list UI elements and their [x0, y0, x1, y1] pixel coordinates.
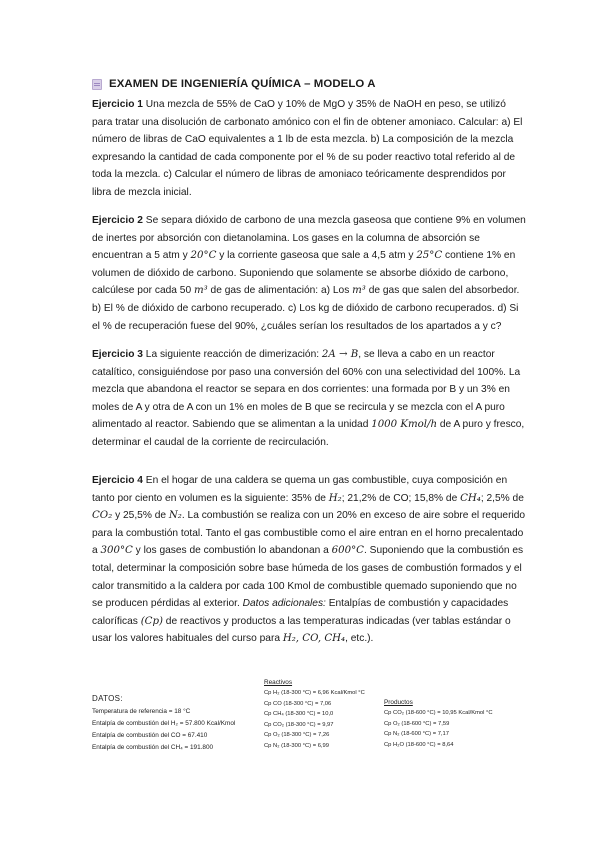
exercise-3-text: de A puro y fresco, determinar el caudal de la corriente de recirculación.: [92, 419, 525, 448]
exercise-2-text: de gas de alimentación: a) Los: [207, 285, 353, 297]
exercise-4-formula: N₂: [168, 510, 182, 522]
exercise-4-text: En el hogar de una caldera se quema un gas combustible, cuya composición en tanto por ciento en volumen es la siguiente: 35% de: [92, 475, 508, 504]
exercise-3-text: La siguiente reacción de dimerización:: [142, 349, 322, 360]
productos-line: Cp H₂O (18-600 °C) = 8,64: [384, 741, 454, 748]
exercise-4-italic-label: Datos adicionales:: [242, 598, 326, 610]
exercise-2: [92, 212, 528, 335]
exercise-4-text: y los gases de combustión lo abandonan a: [132, 545, 332, 557]
exercise-2-text: y la corriente gaseosa que sale a 4,5 atm y: [216, 250, 417, 262]
exercise-1: [92, 96, 528, 202]
exercise-2-label: Ejercicio 2: [92, 215, 143, 226]
reactivos-line: Cp CO₂ (18-300 °C) = 9,97: [264, 721, 334, 728]
reactivos-line: Cp CO (18-300 °C) = 7,06: [264, 700, 332, 707]
productos-line: Cp N₂ (18-600 °C) = 7,17: [384, 731, 449, 738]
exercise-4-text: . La combustión se realiza con un 20% en exceso de aire sobre el requerido para la combustión total. Tanto el gas combustible como el aire entran en el horno precalentado a: [92, 510, 526, 557]
datos-line: Temperatura de referencia = 18 °C: [92, 708, 191, 715]
exercise-2-temp-out: 25°C: [416, 250, 443, 262]
exercise-4: [92, 472, 528, 648]
exercise-4-text: , etc.).: [345, 633, 374, 645]
exercise-2-unit: m³: [352, 285, 366, 297]
productos-title: Productos: [384, 699, 413, 706]
datos-line: Entalpía de combustión del H₂ = 57.800 Kcal/Kmol: [92, 720, 236, 727]
exercise-4-text: de reactivos y productos a las temperaturas indicadas (ver tablas estándar o usar los valores habituales del curso para: [92, 615, 511, 645]
exercise-4-temp: 600°C: [331, 545, 364, 557]
exercise-4-text: ; 2,5% de: [480, 492, 524, 504]
exercise-4-formula: (Cp): [140, 615, 163, 627]
exercise-4-formula: CH₄: [460, 492, 481, 504]
productos-line: Cp O₂ (18-600 °C) = 7,59: [384, 720, 450, 727]
reactivos-line: Cp O₂ (18-300 °C) = 7,26: [264, 732, 330, 739]
exercise-3: [92, 346, 528, 452]
datos-list: [92, 706, 235, 754]
exam-title-text: EXAMEN DE INGENIERÍA QUÍMICA – MODELO A: [109, 78, 376, 90]
productos-line: Cp CO₂ (18-600 °C) = 10,95 Kcal/Kmol °C: [384, 710, 493, 716]
exercise-4-formula: CO₂: [92, 510, 113, 522]
exercise-3-reaction: 2A → B: [321, 349, 359, 360]
exercise-2-text: Se separa dióxido de carbono de una mezcla gaseosa que contiene 9% en volumen de inertes por absorción con dietanolamina. Los gases en la columna de absorción se encuentran a 5 atm y: [92, 215, 526, 262]
exercise-3-label: Ejercicio 3: [92, 349, 143, 360]
datos-line: Entalpía de combustión del CO = 67.410: [92, 732, 208, 739]
productos-list: [384, 697, 493, 750]
document-icon: [92, 79, 102, 90]
reactivos-line: Cp CH₄ (18-300 °C) = 10,0: [264, 711, 334, 718]
exercise-4-text: Entalpías de combustión y capacidades caloríficas: [92, 598, 509, 627]
exercise-2-text: contiene 1% en volumen de dióxido de carbono. Suponiendo que solamente se absorbe dióxido de carbono, calcúlese por cada 50: [92, 250, 516, 297]
exercise-3-text: , se lleva a cabo en un reactor catalítico, consiguiéndose por paso una conversión del 60% con una selectividad del 100%. La mezcla que abandona el reactor se separa en dos corrientes: una formada por B y un 3% en moles de A y otra de A con un 1% en moles de B que se recircula y se mezcla con el A puro alimentado al reactor. Sabiendo que se alimentan a la unidad: [92, 349, 521, 431]
exam-title: [92, 78, 376, 90]
datos-line: Entalpía de combustión del CH₄ = 191.800: [92, 744, 214, 751]
exercise-4-formula: H₂: [328, 492, 342, 504]
exercise-4-text: . Suponiendo que la combustión es total, determinar la composición sobre base húmeda de los gases de combustión formados y el calor transmitido a la caldera por cada 100 Kmol de combustible quemado suponiendo que no se producen pérdidas al exterior.: [92, 545, 524, 610]
reactivos-list: [264, 677, 365, 752]
exercise-4-temp: 300°C: [100, 545, 133, 557]
reactivos-line: Cp H₂ (18-300 °C) = 6,96 Kcal/Kmol °C: [264, 690, 365, 696]
exercise-4-text: ; 21,2% de CO; 15,8% de: [341, 492, 461, 504]
exercise-2-text: de gas que salen del absorbedor. b) El % de dióxido de carbono recuperado. c) Los kg de dióxido de carbono recuperados. d) Si el % de recuperación fuese del 90%, ¿cuáles serían los resultados de los apartados a y c?: [92, 285, 520, 332]
exercise-2-unit: m³: [193, 285, 208, 297]
exercise-3-feed: 1000 Kmol/h: [371, 419, 438, 431]
exercise-4-formula: H₂, CO, CH₄: [282, 633, 346, 645]
reactivos-line: Cp N₂ (18-300 °C) = 6,99: [264, 742, 329, 749]
exercise-4-text: y 25,5% de: [112, 510, 169, 522]
exercise-1-label: Ejercicio 1: [92, 99, 143, 110]
datos-title: DATOS:: [92, 694, 123, 703]
exercise-2-temp-in: 20°C: [190, 250, 217, 262]
exercise-1-text: Una mezcla de 55% de CaO y 10% de MgO y 35% de NaOH en peso, se utilizó para tratar una disolución de carbonato amónico con el fin de obtener amoniaco. Calcular: a) El número de libras de CaO equivalentes a 1 lb de esta mezcla. b) La composición de la mezcla expresando la cantidad de cada componente por el % de su poder reactivo total referido al de toda la mezcla. c) Calcular el número de libras de amoniaco teóricamente desprendidos por libra de mezcla inicial.: [92, 99, 523, 198]
reactivos-title: Reactivos: [264, 679, 293, 686]
exercise-4-label: Ejercicio 4: [92, 475, 143, 486]
